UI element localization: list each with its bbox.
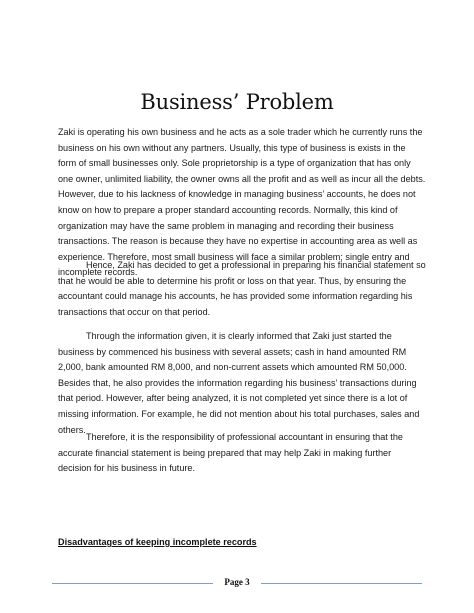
page-number: Page 3: [224, 577, 250, 587]
section-heading: Disadvantages of keeping incomplete records: [58, 537, 257, 547]
footer-rule-left: [52, 583, 213, 584]
page-title: Business’ Problem: [140, 90, 334, 114]
paragraph-intro: Zaki is operating his own business and he acts as a sole trader which he currently runs the business on his own without any partners. Usually, this type of business is exists in the form of small businesses only. Sole proprietorship is a type of organization that has only one owner, unlimited liability, the owner owns all the profit and as well as incur all the debts. However, due to his lackness of knowledge in managing business’ accounts, he does not know on how to prepare a proper standard accounting records. Normally, this kind of organization may have the same problem in managing and recording their business transactions. The reason is because they have no expertise in accounting area as well as experience. Therefore, most small business will face a similar problem; single entry and incomplete records.: [58, 127, 426, 278]
paragraph-information: Through the information given, it is clearly informed that Zaki just started the business by commenced his business with several assets; cash in hand amounted RM 2,000, bank amounted RM 8,000, and non-current assets which amounted RM 50,000. Besides that, he also provides the information regarding his business’ transactions during that period. However, after being analyzed, it is not completed yet since there is a lot of missing information. For example, he did not mention about his total purchases, sales and others.: [58, 331, 420, 435]
footer-rule-right: [261, 583, 422, 584]
paragraph-professional: Hence, Zaki has decided to get a professional in preparing his financial statement so that he would be able to determine his profit or loss on that year. Thus, by ensuring the accountant could manage his accounts, he has provided some information regarding his transactions that occur on that period.: [58, 260, 426, 317]
paragraph-responsibility: Therefore, it is the responsibility of professional accountant in ensuring that the accurate financial statement is being prepared that may help Zaki in making further decision for his business in future.: [58, 432, 403, 474]
